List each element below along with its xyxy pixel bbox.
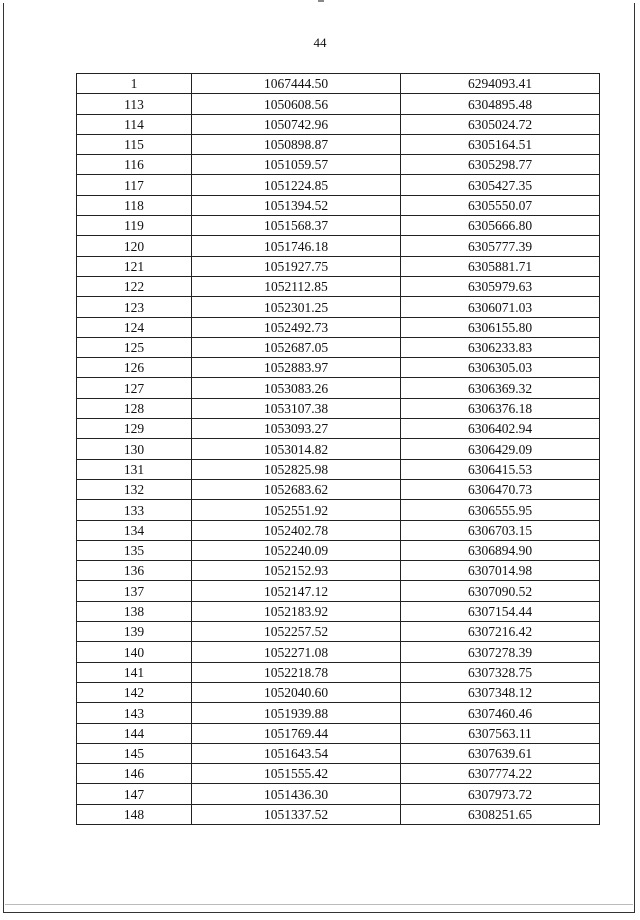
x-coordinate-cell: 1050742.96	[192, 114, 401, 134]
point-number-cell: 136	[77, 561, 192, 581]
x-coordinate-cell: 1051337.52	[192, 804, 401, 824]
x-coordinate-cell: 1067444.50	[192, 74, 401, 94]
y-coordinate-cell: 6307639.61	[401, 743, 600, 763]
y-coordinate-cell: 6307014.98	[401, 561, 600, 581]
y-coordinate-cell: 6306703.15	[401, 520, 600, 540]
x-coordinate-cell: 1051394.52	[192, 195, 401, 215]
table-row	[77, 479, 600, 499]
x-coordinate-cell: 1051555.42	[192, 764, 401, 784]
y-coordinate-cell: 6308251.65	[401, 804, 600, 824]
x-coordinate-cell: 1053107.38	[192, 398, 401, 418]
y-coordinate-cell: 6307090.52	[401, 581, 600, 601]
x-coordinate-cell: 1052271.08	[192, 642, 401, 662]
y-coordinate-cell: 6306555.95	[401, 500, 600, 520]
y-coordinate-cell: 6305979.63	[401, 276, 600, 296]
x-coordinate-cell: 1051927.75	[192, 256, 401, 276]
y-coordinate-cell: 6307154.44	[401, 601, 600, 621]
y-coordinate-cell: 6294093.41	[401, 74, 600, 94]
table-row	[77, 114, 600, 134]
y-coordinate-cell: 6306233.83	[401, 337, 600, 357]
point-number-cell: 141	[77, 662, 192, 682]
point-number-cell: 145	[77, 743, 192, 763]
table-row	[77, 297, 600, 317]
point-number-cell: 118	[77, 195, 192, 215]
y-coordinate-cell: 6306305.03	[401, 358, 600, 378]
x-coordinate-cell: 1050898.87	[192, 134, 401, 154]
point-number-cell: 119	[77, 216, 192, 236]
table-row	[77, 276, 600, 296]
point-number-cell: 132	[77, 479, 192, 499]
x-coordinate-cell: 1051746.18	[192, 236, 401, 256]
y-coordinate-cell: 6305164.51	[401, 134, 600, 154]
y-coordinate-cell: 6305777.39	[401, 236, 600, 256]
y-coordinate-cell: 6305298.77	[401, 155, 600, 175]
table-row	[77, 358, 600, 378]
table-row	[77, 622, 600, 642]
point-number-cell: 147	[77, 784, 192, 804]
point-number-cell: 144	[77, 723, 192, 743]
y-coordinate-cell: 6304895.48	[401, 94, 600, 114]
table-row	[77, 419, 600, 439]
point-number-cell: 121	[77, 256, 192, 276]
x-coordinate-cell: 1051939.88	[192, 703, 401, 723]
point-number-cell: 126	[77, 358, 192, 378]
point-number-cell: 114	[77, 114, 192, 134]
x-coordinate-cell: 1052257.52	[192, 622, 401, 642]
x-coordinate-cell: 1052240.09	[192, 540, 401, 560]
table-row	[77, 682, 600, 702]
y-coordinate-cell: 6307216.42	[401, 622, 600, 642]
point-number-cell: 123	[77, 297, 192, 317]
x-coordinate-cell: 1052687.05	[192, 337, 401, 357]
table-row	[77, 74, 600, 94]
point-number-cell: 1	[77, 74, 192, 94]
table-row	[77, 337, 600, 357]
y-coordinate-cell: 6307563.11	[401, 723, 600, 743]
y-coordinate-cell: 6306376.18	[401, 398, 600, 418]
y-coordinate-cell: 6306071.03	[401, 297, 600, 317]
y-coordinate-cell: 6306415.53	[401, 459, 600, 479]
y-coordinate-cell: 6307973.72	[401, 784, 600, 804]
y-coordinate-cell: 6306429.09	[401, 439, 600, 459]
y-coordinate-cell: 6305666.80	[401, 216, 600, 236]
point-number-cell: 131	[77, 459, 192, 479]
x-coordinate-cell: 1052551.92	[192, 500, 401, 520]
coordinates-table-body	[77, 74, 600, 825]
table-row	[77, 94, 600, 114]
x-coordinate-cell: 1052040.60	[192, 682, 401, 702]
table-row	[77, 784, 600, 804]
table-row	[77, 703, 600, 723]
table-row	[77, 500, 600, 520]
table-row	[77, 581, 600, 601]
table-row	[77, 743, 600, 763]
x-coordinate-cell: 1052883.97	[192, 358, 401, 378]
y-coordinate-cell: 6306894.90	[401, 540, 600, 560]
x-coordinate-cell: 1050608.56	[192, 94, 401, 114]
y-coordinate-cell: 6307460.46	[401, 703, 600, 723]
point-number-cell: 143	[77, 703, 192, 723]
x-coordinate-cell: 1052218.78	[192, 662, 401, 682]
x-coordinate-cell: 1051769.44	[192, 723, 401, 743]
y-coordinate-cell: 6305024.72	[401, 114, 600, 134]
table-row	[77, 155, 600, 175]
point-number-cell: 117	[77, 175, 192, 195]
table-row	[77, 662, 600, 682]
table-row	[77, 561, 600, 581]
point-number-cell: 148	[77, 804, 192, 824]
point-number-cell: 116	[77, 155, 192, 175]
x-coordinate-cell: 1052492.73	[192, 317, 401, 337]
table-row	[77, 398, 600, 418]
table-row	[77, 378, 600, 398]
table-row	[77, 134, 600, 154]
point-number-cell: 115	[77, 134, 192, 154]
y-coordinate-cell: 6307278.39	[401, 642, 600, 662]
x-coordinate-cell: 1051436.30	[192, 784, 401, 804]
table-row	[77, 601, 600, 621]
x-coordinate-cell: 1052825.98	[192, 459, 401, 479]
y-coordinate-cell: 6307348.12	[401, 682, 600, 702]
point-number-cell: 133	[77, 500, 192, 520]
point-number-cell: 127	[77, 378, 192, 398]
y-coordinate-cell: 6306369.32	[401, 378, 600, 398]
point-number-cell: 113	[77, 94, 192, 114]
y-coordinate-cell: 6305550.07	[401, 195, 600, 215]
x-coordinate-cell: 1053014.82	[192, 439, 401, 459]
y-coordinate-cell: 6307774.22	[401, 764, 600, 784]
point-number-cell: 125	[77, 337, 192, 357]
x-coordinate-cell: 1051643.54	[192, 743, 401, 763]
x-coordinate-cell: 1053083.26	[192, 378, 401, 398]
table-row	[77, 540, 600, 560]
x-coordinate-cell: 1053093.27	[192, 419, 401, 439]
y-coordinate-cell: 6306402.94	[401, 419, 600, 439]
point-number-cell: 128	[77, 398, 192, 418]
table-row	[77, 195, 600, 215]
x-coordinate-cell: 1052147.12	[192, 581, 401, 601]
table-row	[77, 804, 600, 824]
table-row	[77, 520, 600, 540]
bottom-rule	[5, 904, 633, 905]
table-row	[77, 317, 600, 337]
x-coordinate-cell: 1052402.78	[192, 520, 401, 540]
table-row	[77, 764, 600, 784]
y-coordinate-cell: 6305427.35	[401, 175, 600, 195]
point-number-cell: 139	[77, 622, 192, 642]
coordinates-table	[76, 73, 600, 825]
point-number-cell: 124	[77, 317, 192, 337]
page-number: 44	[313, 35, 327, 50]
table-row	[77, 236, 600, 256]
point-number-cell: 142	[77, 682, 192, 702]
point-number-cell: 138	[77, 601, 192, 621]
x-coordinate-cell: 1051059.57	[192, 155, 401, 175]
table-row	[77, 216, 600, 236]
x-coordinate-cell: 1052301.25	[192, 297, 401, 317]
table-row	[77, 256, 600, 276]
x-coordinate-cell: 1052152.93	[192, 561, 401, 581]
y-coordinate-cell: 6306155.80	[401, 317, 600, 337]
point-number-cell: 134	[77, 520, 192, 540]
point-number-cell: 120	[77, 236, 192, 256]
point-number-cell: 135	[77, 540, 192, 560]
point-number-cell: 129	[77, 419, 192, 439]
x-coordinate-cell: 1052183.92	[192, 601, 401, 621]
y-coordinate-cell: 6306470.73	[401, 479, 600, 499]
table-row	[77, 723, 600, 743]
y-coordinate-cell: 6305881.71	[401, 256, 600, 276]
x-coordinate-cell: 1052683.62	[192, 479, 401, 499]
table-row	[77, 175, 600, 195]
scan-mark	[318, 0, 324, 2]
x-coordinate-cell: 1052112.85	[192, 276, 401, 296]
x-coordinate-cell: 1051224.85	[192, 175, 401, 195]
point-number-cell: 137	[77, 581, 192, 601]
y-coordinate-cell: 6307328.75	[401, 662, 600, 682]
table-row	[77, 642, 600, 662]
x-coordinate-cell: 1051568.37	[192, 216, 401, 236]
table-row	[77, 439, 600, 459]
table-row	[77, 459, 600, 479]
point-number-cell: 146	[77, 764, 192, 784]
point-number-cell: 130	[77, 439, 192, 459]
point-number-cell: 140	[77, 642, 192, 662]
point-number-cell: 122	[77, 276, 192, 296]
